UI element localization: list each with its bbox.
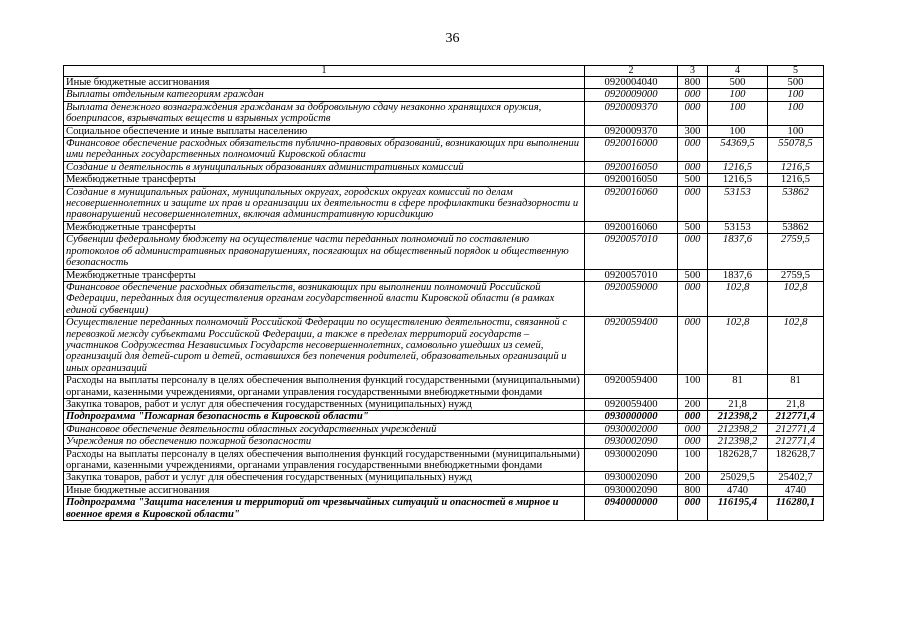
header-col-2: 2 <box>585 66 678 77</box>
row-value-col5: 500 <box>768 77 824 89</box>
row-expense-type: 000 <box>678 161 708 173</box>
row-expense-type: 200 <box>678 472 708 484</box>
row-code: 0930000000 <box>585 411 678 423</box>
row-expense-type: 000 <box>678 138 708 162</box>
row-value-col5: 116280,1 <box>768 497 824 521</box>
row-name: Иные бюджетные ассигнования <box>64 484 585 496</box>
row-value-col5: 100 <box>768 89 824 101</box>
table-row <box>64 138 824 162</box>
row-code: 0920009000 <box>585 89 678 101</box>
row-value-col4: 1216,5 <box>708 161 768 173</box>
table-header-row <box>64 66 824 77</box>
header-col-1: 1 <box>64 66 585 77</box>
row-expense-type: 500 <box>678 174 708 186</box>
row-code: 0940000000 <box>585 497 678 521</box>
row-code: 0930002090 <box>585 472 678 484</box>
row-name: Выплаты отдельным категориям граждан <box>64 89 585 101</box>
table-row <box>64 472 824 484</box>
row-name: Выплата денежного вознаграждения гражданам за добровольную сдачу незаконно хранящихся оружия, боеприпасов, взрывчатых веществ и взрывных устройств <box>64 101 585 125</box>
row-value-col4: 25029,5 <box>708 472 768 484</box>
row-value-col4: 21,8 <box>708 398 768 410</box>
row-value-col4: 212398,2 <box>708 411 768 423</box>
row-value-col4: 182628,7 <box>708 448 768 472</box>
row-expense-type: 200 <box>678 398 708 410</box>
row-name: Финансовое обеспечение деятельности областных государственных учреждений <box>64 423 585 435</box>
table-row <box>64 125 824 137</box>
row-name: Иные бюджетные ассигнования <box>64 77 585 89</box>
row-expense-type: 000 <box>678 411 708 423</box>
row-code: 0930002000 <box>585 423 678 435</box>
row-value-col5: 1216,5 <box>768 161 824 173</box>
row-name: Межбюджетные трансферты <box>64 269 585 281</box>
row-value-col5: 102,8 <box>768 281 824 316</box>
table-row <box>64 89 824 101</box>
row-value-col4: 54369,5 <box>708 138 768 162</box>
row-value-col4: 1837,6 <box>708 269 768 281</box>
row-code: 0920057010 <box>585 269 678 281</box>
row-value-col5: 212771,4 <box>768 411 824 423</box>
row-code: 0920059000 <box>585 281 678 316</box>
row-name: Субвенции федеральному бюджету на осуществление части переданных полномочий по составлению протоколов об административных правонарушениях, посягающих на общественный порядок и общественную безопасность <box>64 234 585 269</box>
table-row <box>64 281 824 316</box>
row-expense-type: 300 <box>678 125 708 137</box>
row-value-col5: 2759,5 <box>768 269 824 281</box>
row-expense-type: 100 <box>678 448 708 472</box>
row-value-col4: 53153 <box>708 221 768 233</box>
row-value-col4: 1216,5 <box>708 174 768 186</box>
row-expense-type: 000 <box>678 423 708 435</box>
row-expense-type: 000 <box>678 497 708 521</box>
row-name: Финансовое обеспечение расходных обязательств, возникающих при выполнении полномочий Российской Федерации, переданных для осуществления органам государственной власти Кировской области (в рамках единой субвенции) <box>64 281 585 316</box>
row-expense-type: 000 <box>678 317 708 375</box>
header-col-5: 5 <box>768 66 824 77</box>
row-code: 0920059400 <box>585 398 678 410</box>
row-expense-type: 000 <box>678 89 708 101</box>
row-name: Расходы на выплаты персоналу в целях обеспечения выполнения функций государственными (муниципальными) органами, казенными учреждениями, органами управления государственными внебюджетными фондами <box>64 375 585 399</box>
row-name: Осуществление переданных полномочий Российской Федерации по осуществлению деятельности, связанной с перевозкой между субъектами Российской Федерации, а также в пределах территорий государств – участников Содружества Независимых Государств несовершеннолетних, самовольно ушедших из семей, организаций для детей-сирот и детей, оставшихся без попечения родителей, образовательных организаций и иных организаций <box>64 317 585 375</box>
row-value-col5: 53862 <box>768 221 824 233</box>
row-name: Создание и деятельность в муниципальных образованиях административных комиссий <box>64 161 585 173</box>
row-expense-type: 800 <box>678 77 708 89</box>
row-value-col5: 53862 <box>768 186 824 221</box>
row-expense-type: 100 <box>678 375 708 399</box>
row-expense-type: 000 <box>678 186 708 221</box>
table-row <box>64 234 824 269</box>
table-row <box>64 269 824 281</box>
table-row <box>64 221 824 233</box>
row-code: 0920004040 <box>585 77 678 89</box>
table-row <box>64 448 824 472</box>
table-row <box>64 497 824 521</box>
row-code: 0920009370 <box>585 101 678 125</box>
row-code: 0920016060 <box>585 221 678 233</box>
page-number: 36 <box>445 31 460 46</box>
row-value-col4: 1837,6 <box>708 234 768 269</box>
row-value-col4: 100 <box>708 101 768 125</box>
row-value-col5: 4740 <box>768 484 824 496</box>
row-name: Подпрограмма "Защита населения и территорий от чрезвычайных ситуаций и опасностей в мирное и военное время в Кировской области" <box>64 497 585 521</box>
row-name: Закупка товаров, работ и услуг для обеспечения государственных (муниципальных) нужд <box>64 398 585 410</box>
row-value-col5: 212771,4 <box>768 436 824 448</box>
row-value-col4: 212398,2 <box>708 423 768 435</box>
row-value-col5: 25402,7 <box>768 472 824 484</box>
row-value-col4: 500 <box>708 77 768 89</box>
row-name: Создание в муниципальных районах, муниципальных округах, городских округах комиссий по делам несовершеннолетних и защите их прав и организации их деятельности в сфере профилактики безнадзорности и правонарушений несовершеннолетних, включая административную юрисдикцию <box>64 186 585 221</box>
row-expense-type: 000 <box>678 436 708 448</box>
row-value-col4: 212398,2 <box>708 436 768 448</box>
row-name: Социальное обеспечение и иные выплаты населению <box>64 125 585 137</box>
row-code: 0920009370 <box>585 125 678 137</box>
row-value-col5: 100 <box>768 101 824 125</box>
budget-table <box>63 65 824 521</box>
row-code: 0920059400 <box>585 317 678 375</box>
row-value-col4: 53153 <box>708 186 768 221</box>
row-code: 0920059400 <box>585 375 678 399</box>
row-code: 0920057010 <box>585 234 678 269</box>
row-value-col5: 21,8 <box>768 398 824 410</box>
table-row <box>64 484 824 496</box>
row-expense-type: 800 <box>678 484 708 496</box>
row-value-col4: 102,8 <box>708 281 768 316</box>
row-expense-type: 500 <box>678 269 708 281</box>
table-body <box>64 77 824 521</box>
table-row <box>64 423 824 435</box>
row-value-col4: 81 <box>708 375 768 399</box>
row-name: Закупка товаров, работ и услуг для обеспечения государственных (муниципальных) нужд <box>64 472 585 484</box>
table-row <box>64 317 824 375</box>
row-value-col5: 102,8 <box>768 317 824 375</box>
row-name: Расходы на выплаты персоналу в целях обеспечения выполнения функций государственными (муниципальными) органами, казенными учреждениями, органами управления государственными внебюджетными фондами <box>64 448 585 472</box>
row-value-col5: 2759,5 <box>768 234 824 269</box>
row-name: Финансовое обеспечение расходных обязательств публично-правовых образований, возникающих при выполнении ими переданных государственных полномочий Кировской области <box>64 138 585 162</box>
table-row <box>64 186 824 221</box>
row-value-col5: 1216,5 <box>768 174 824 186</box>
row-code: 0930002090 <box>585 448 678 472</box>
header-col-4: 4 <box>708 66 768 77</box>
row-value-col5: 212771,4 <box>768 423 824 435</box>
row-value-col5: 182628,7 <box>768 448 824 472</box>
table-row <box>64 101 824 125</box>
header-col-3: 3 <box>678 66 708 77</box>
table-row <box>64 398 824 410</box>
table-row <box>64 375 824 399</box>
row-code: 0920016060 <box>585 186 678 221</box>
row-code: 0930002090 <box>585 484 678 496</box>
row-value-col4: 4740 <box>708 484 768 496</box>
row-name: Учреждения по обеспечению пожарной безопасности <box>64 436 585 448</box>
row-value-col5: 81 <box>768 375 824 399</box>
row-expense-type: 000 <box>678 101 708 125</box>
table-row <box>64 411 824 423</box>
row-expense-type: 000 <box>678 234 708 269</box>
row-name: Межбюджетные трансферты <box>64 221 585 233</box>
row-expense-type: 500 <box>678 221 708 233</box>
row-value-col5: 55078,5 <box>768 138 824 162</box>
row-code: 0920016050 <box>585 161 678 173</box>
table-row <box>64 77 824 89</box>
row-code: 0930002090 <box>585 436 678 448</box>
row-value-col5: 100 <box>768 125 824 137</box>
row-name: Подпрограмма "Пожарная безопасность в Кировской области" <box>64 411 585 423</box>
row-value-col4: 116195,4 <box>708 497 768 521</box>
row-value-col4: 102,8 <box>708 317 768 375</box>
table-row <box>64 174 824 186</box>
row-code: 0920016000 <box>585 138 678 162</box>
table-row <box>64 436 824 448</box>
row-name: Межбюджетные трансферты <box>64 174 585 186</box>
row-value-col4: 100 <box>708 89 768 101</box>
row-expense-type: 000 <box>678 281 708 316</box>
table-row <box>64 161 824 173</box>
row-code: 0920016050 <box>585 174 678 186</box>
row-value-col4: 100 <box>708 125 768 137</box>
